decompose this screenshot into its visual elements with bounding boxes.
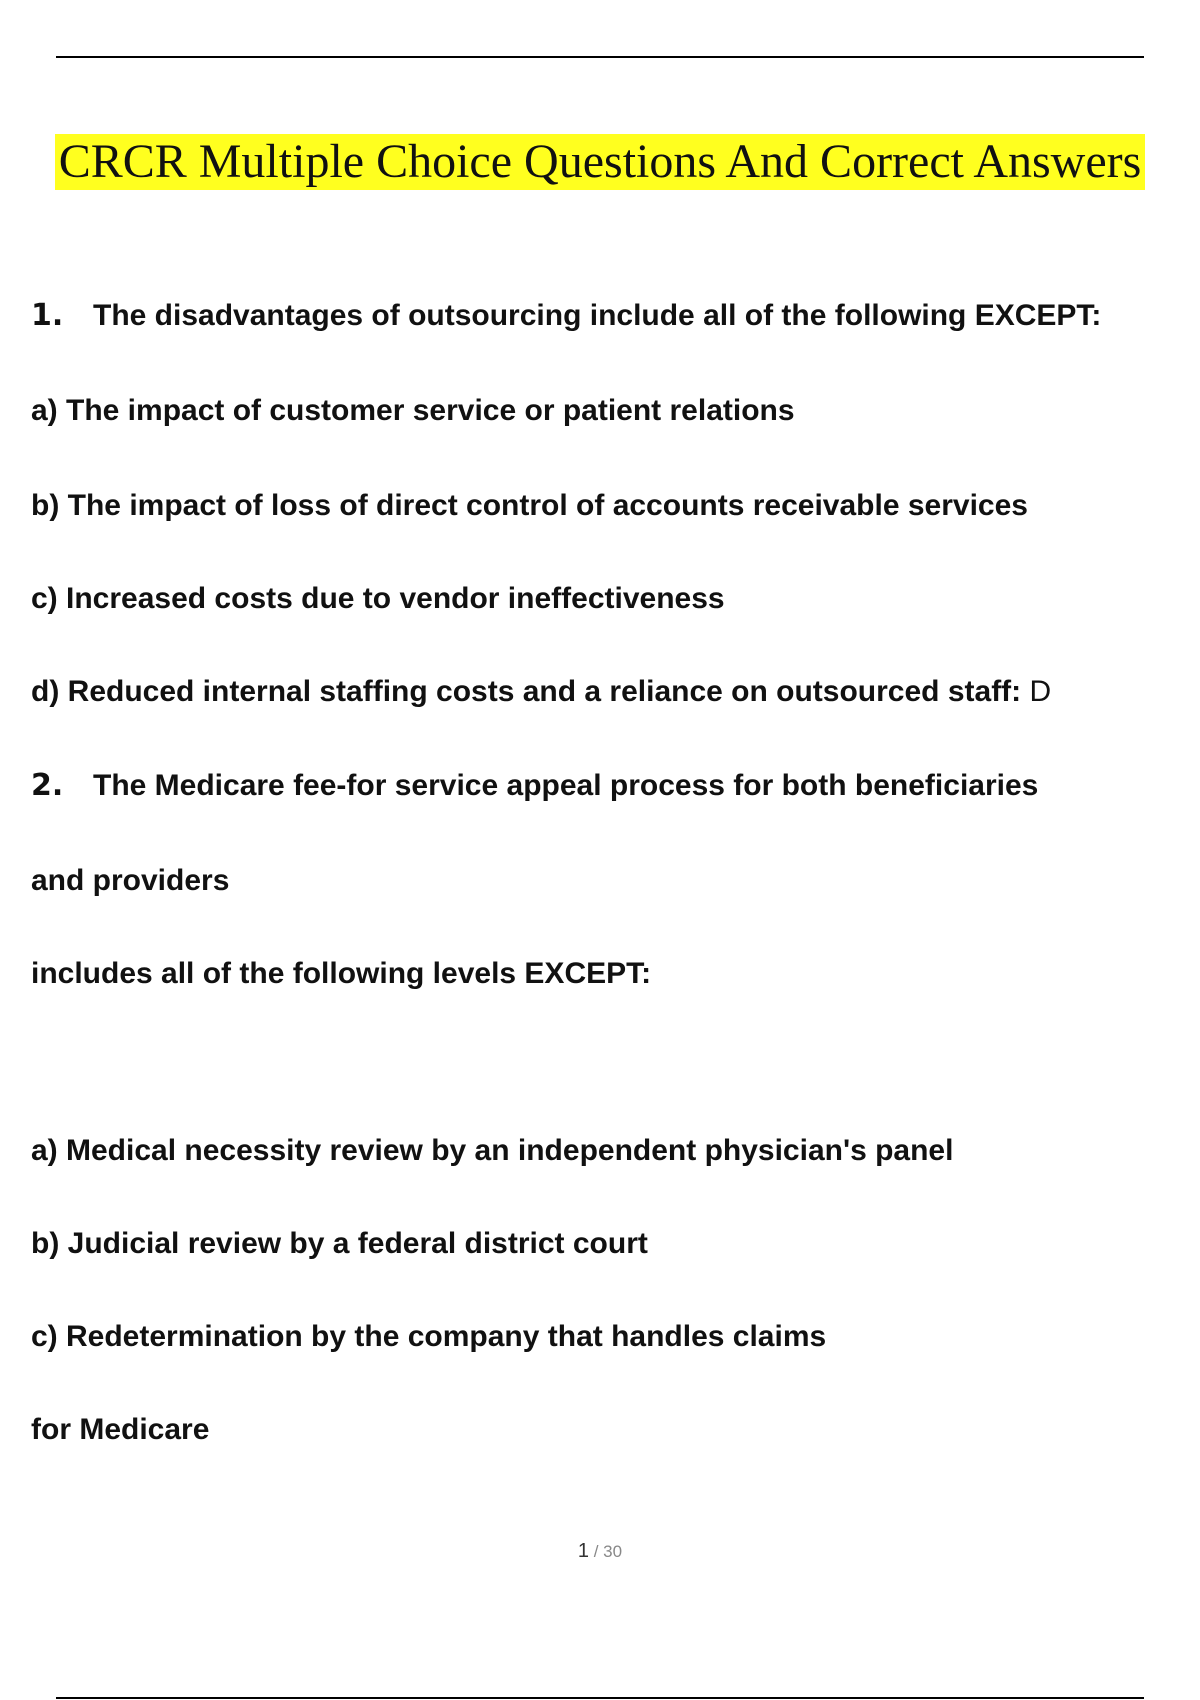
question-2 [31, 768, 1038, 804]
question-2-option-b: b) Judicial review by a federal district court [31, 1227, 648, 1260]
option-text: d) Reduced internal staffing costs and a reliance on outsourced staff: [31, 675, 1022, 708]
title-container [0, 134, 1200, 190]
question-2-option-a: a) Medical necessity review by an independent physician's panel [31, 1134, 954, 1167]
question-2-text-line2: and providers [31, 864, 230, 897]
question-1-option-a: a) The impact of customer service or patient relations [31, 394, 795, 427]
question-number: 1. [31, 298, 64, 333]
question-1-option-d [31, 674, 1051, 710]
top-rule [56, 56, 1144, 58]
page-current: 1 [577, 1540, 590, 1562]
question-1 [31, 298, 1101, 334]
bottom-rule [56, 1697, 1144, 1699]
page-total: / 30 [589, 1542, 623, 1561]
question-2-option-c: c) Redetermination by the company that handles claims [31, 1320, 827, 1353]
question-1-option-c: c) Increased costs due to vendor ineffectiveness [31, 582, 725, 615]
question-text: The disadvantages of outsourcing include all of the following EXCEPT: [93, 299, 1102, 332]
question-number: 2. [31, 768, 64, 803]
question-text: The Medicare fee-for service appeal process for both beneficiaries [93, 769, 1039, 802]
correct-answer: D [1021, 675, 1052, 708]
question-2-text-line3: includes all of the following levels EXCEPT: [31, 957, 652, 990]
page-indicator [0, 1540, 1200, 1563]
question-1-option-b: b) The impact of loss of direct control of accounts receivable services [31, 489, 1028, 522]
question-2-option-c-continued: for Medicare [31, 1413, 210, 1446]
document-title: CRCR Multiple Choice Questions And Correct Answers [55, 134, 1146, 190]
